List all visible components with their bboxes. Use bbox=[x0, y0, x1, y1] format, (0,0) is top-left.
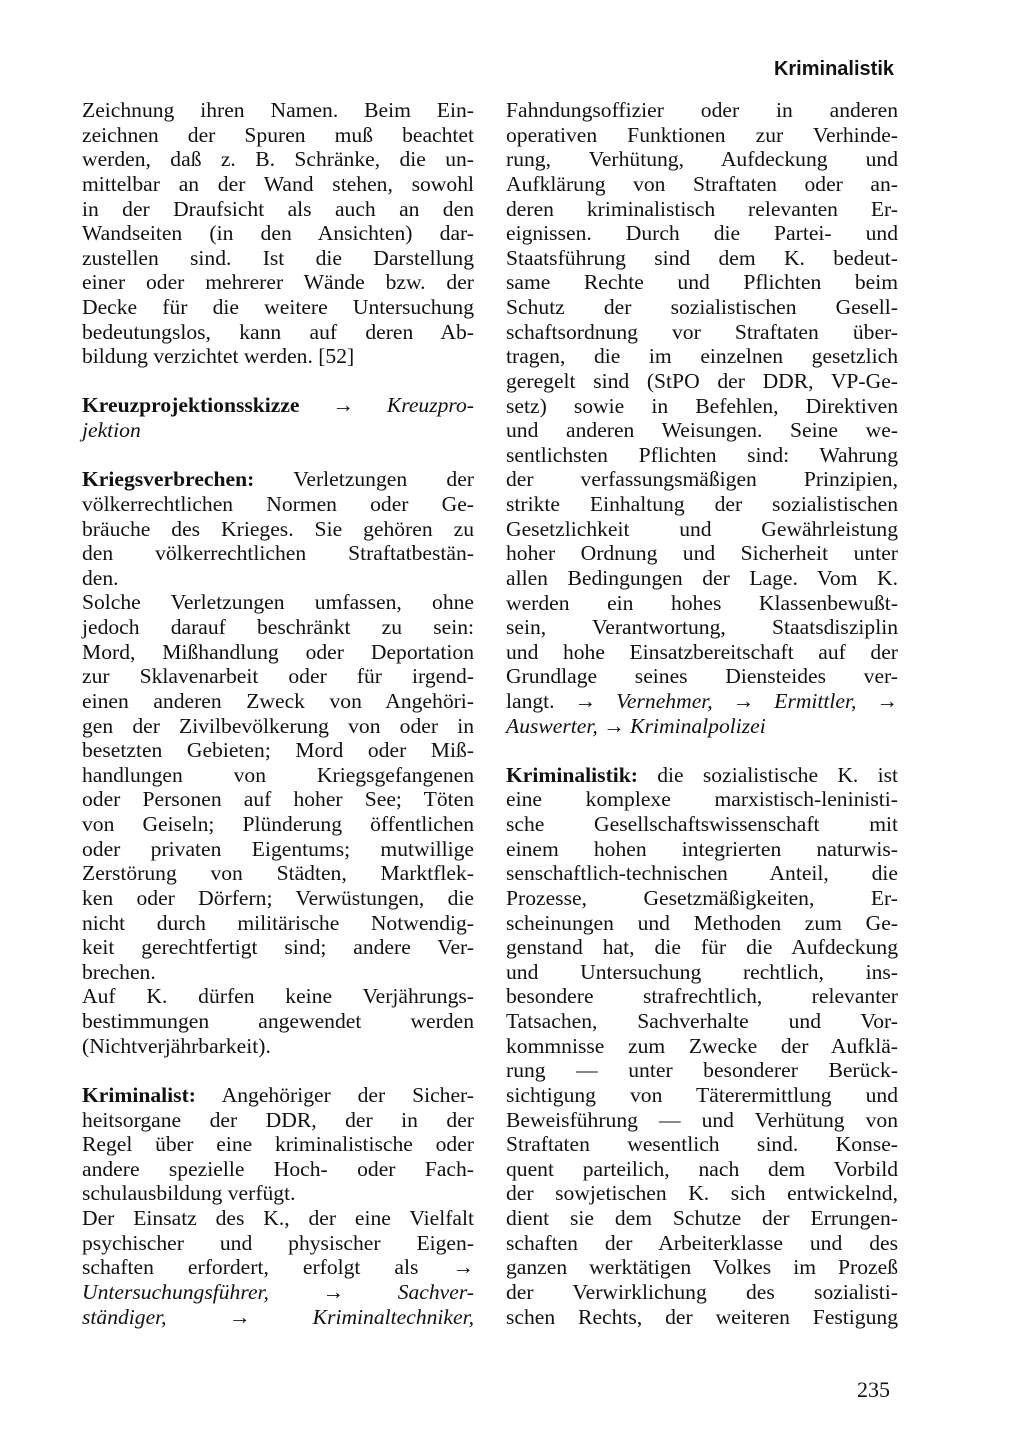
text-line: Wandseiten (in den Ansichten) dar- bbox=[82, 221, 474, 246]
entry-term: Kreuzprojektionsskizze bbox=[82, 393, 300, 418]
text-line: schulausbildung verfügt. bbox=[82, 1181, 296, 1206]
text-line: dient sie dem Schutze der Errungen- bbox=[506, 1206, 898, 1231]
cross-reference: Auswerter, → Kriminalpolizei bbox=[506, 713, 766, 738]
text-line: Fahndungsoffizier oder in anderen bbox=[506, 98, 898, 122]
text-line: besondere strafrechtlich, relevanter bbox=[506, 984, 898, 1009]
text-line: Grundlage seines Diensteides ver- bbox=[506, 664, 898, 689]
entry-continuation-intro bbox=[82, 98, 474, 369]
text-line: schaften erfordert, erfolgt als → bbox=[82, 1255, 474, 1280]
entry-text: langt. → bbox=[506, 689, 617, 713]
text-line: quent parteilich, nach dem Vorbild bbox=[506, 1156, 898, 1181]
text-line: setz) sowie in Befehlen, Direktiven bbox=[506, 393, 898, 418]
text-line: sein, Verantwortung, Staatsdisziplin bbox=[506, 615, 898, 640]
text-line: Auf K. dürfen keine Verjährungs- bbox=[82, 984, 474, 1009]
text-line: keit gerechtfertigt sind; andere Ver- bbox=[82, 935, 474, 960]
text-line: kommnisse zum Zwecke der Aufklä- bbox=[506, 1033, 898, 1058]
entry-text: Angehöriger der Sicher- bbox=[195, 1082, 474, 1107]
text-line: bedeutungslos, kann auf deren Ab- bbox=[82, 319, 474, 344]
text-line: gen der Zivilbevölkerung von oder in bbox=[82, 713, 474, 738]
text-line: bildung verzichtet werden. [52] bbox=[82, 344, 355, 369]
text-line: Regel über eine kriminalistische oder bbox=[82, 1132, 474, 1157]
text-line: Zeichnung ihren Namen. Beim Ein- bbox=[82, 98, 474, 122]
text-line: andere spezielle Hoch- oder Fach- bbox=[82, 1156, 474, 1181]
text-line: tragen, die im einzelnen gesetzlich bbox=[506, 344, 898, 369]
text-line: Prozesse, Gesetzmäßigkeiten, Er- bbox=[506, 885, 898, 910]
text-line: Mord, Mißhandlung oder Deportation bbox=[82, 639, 474, 664]
text-line: same Rechte und Pflichten beim bbox=[506, 270, 898, 295]
text-line: und anderen Weisungen. Seine we- bbox=[506, 418, 898, 443]
entry-kriegsverbrechen bbox=[82, 467, 474, 1058]
text-line: allen Bedingungen der Lage. Vom K. bbox=[506, 565, 898, 590]
entry-text: die sozialistische K. ist bbox=[637, 762, 898, 787]
text-line: eine komplexe marxistisch-leninisti- bbox=[506, 787, 898, 812]
text-line: Tatsachen, Sachverhalte und Vor- bbox=[506, 1009, 898, 1034]
text-line: operativen Funktionen zur Verhinde- bbox=[506, 122, 898, 147]
text-line: schaften der Arbeiterklasse und des bbox=[506, 1230, 898, 1255]
text-line: rung, Verhütung, Aufdeckung und bbox=[506, 147, 898, 172]
text-line: strikte Einhaltung der sozialistischen bbox=[506, 492, 898, 516]
cross-reference: Vernehmer, → Ermittler, → bbox=[616, 689, 899, 713]
text-line: (Nichtverjährbarkeit). bbox=[82, 1033, 271, 1058]
text-line: zur Sklavenarbeit oder für irgend- bbox=[82, 664, 474, 689]
text-line: psychischer und physischer Eigen- bbox=[82, 1230, 474, 1255]
text-line: oder privaten Eigentums; mutwillige bbox=[82, 836, 474, 861]
text-line: ken oder Dörfern; Verwüstungen, die bbox=[82, 885, 474, 910]
text-line: Staatsführung sind dem K. bedeut- bbox=[506, 245, 898, 270]
text-line: Beweisführung — und Verhütung von bbox=[506, 1107, 898, 1132]
text-line: sche Gesellschaftswissenschaft mit bbox=[506, 812, 898, 837]
text-line: werden, daß z. B. Schränke, die un- bbox=[82, 147, 474, 172]
text-line: deren kriminalistisch relevanten Er- bbox=[506, 196, 898, 221]
text-line: zeichnen der Spuren muß beachtet bbox=[82, 122, 474, 147]
text-line: den. bbox=[82, 565, 119, 590]
text-line: ganzen werktätigen Volkes im Prozeß bbox=[506, 1255, 898, 1280]
text-line: senschaftlich-technischen Anteil, die bbox=[506, 861, 898, 886]
text-line: jedoch darauf beschränkt zu sein: bbox=[82, 615, 474, 640]
text-line: scheinungen und Methoden zum Ge- bbox=[506, 910, 898, 935]
text-line: oder Personen auf hoher See; Töten bbox=[82, 787, 474, 812]
text-line: Schutz der sozialistischen Gesell- bbox=[506, 295, 898, 319]
text-line: Straftaten wesentlich sind. Konse- bbox=[506, 1132, 898, 1157]
entry-kriminalist bbox=[82, 1083, 474, 1329]
arrow-text: → bbox=[299, 393, 387, 418]
text-line: einem hohen integrierten naturwis- bbox=[506, 836, 898, 861]
text-line: völkerrechtlichen Normen oder Ge- bbox=[82, 491, 474, 516]
text-line: werden ein hohes Klassenbewußt- bbox=[506, 590, 898, 615]
text-line: sentlichsten Pflichten sind: Wahrung bbox=[506, 442, 898, 467]
text-line: heitsorgane der DDR, der in der bbox=[82, 1107, 474, 1132]
text-line: einer oder mehrerer Wände bzw. der bbox=[82, 270, 474, 295]
text-line: einen anderen Zweck von Angehöri- bbox=[82, 688, 474, 713]
right-column bbox=[506, 98, 898, 1329]
text-line: den völkerrechtlichen Straftatbestän- bbox=[82, 541, 474, 566]
text-line: und hohe Einsatzbereitschaft auf der bbox=[506, 639, 898, 664]
cross-reference: jektion bbox=[82, 418, 141, 443]
text-line: Der Einsatz des K., der eine Vielfalt bbox=[82, 1206, 474, 1231]
text-line: mittelbar an der Wand stehen, sowohl bbox=[82, 171, 474, 196]
text-line: schaftsordnung vor Straftaten über- bbox=[506, 319, 898, 344]
text-line: und Untersuchung rechtlich, ins- bbox=[506, 959, 898, 984]
entry-term: Kriminalistik: bbox=[506, 762, 638, 787]
entry-term: Kriminalist: bbox=[82, 1082, 196, 1107]
text-line: schen Rechts, der weiteren Festigung bbox=[506, 1304, 898, 1329]
text-line: der verfassungsmäßigen Prinzipien, bbox=[506, 467, 898, 492]
text-line: brechen. bbox=[82, 959, 156, 984]
text-line: zustellen sind. Ist die Darstellung bbox=[82, 245, 474, 270]
left-column bbox=[82, 98, 474, 1329]
text-line: handlungen von Kriegsgefangenen bbox=[82, 762, 474, 787]
text-line: bräuche des Krieges. Sie gehören zu bbox=[82, 516, 474, 541]
text-line: Zerstörung von Städten, Marktflek- bbox=[82, 861, 474, 886]
text-line: rung — unter besonderer Berück- bbox=[506, 1058, 898, 1083]
text-line: besetzten Gebieten; Mord oder Miß- bbox=[82, 738, 474, 763]
text-line: Decke für die weitere Untersuchung bbox=[82, 295, 474, 319]
text-line: geregelt sind (StPO der DDR, VP-Ge- bbox=[506, 368, 898, 393]
text-line: von Geiseln; Plünderung öffentlichen bbox=[82, 812, 474, 837]
text-line: eignissen. Durch die Partei- und bbox=[506, 221, 898, 246]
text-line: in der Draufsicht als auch an den bbox=[82, 196, 474, 221]
text-line: der sowjetischen K. sich entwickelnd, bbox=[506, 1181, 898, 1206]
text-line: Solche Verletzungen umfassen, ohne bbox=[82, 590, 474, 615]
entry-kreuzprojektionsskizze bbox=[82, 393, 474, 442]
cross-reference: Kreuzpro- bbox=[386, 393, 474, 418]
page-number: 235 bbox=[857, 1377, 890, 1402]
cross-reference: ständiger, → Kriminaltechniker, bbox=[82, 1304, 474, 1329]
entry-kriminalistik bbox=[506, 763, 898, 1329]
cross-reference: Untersuchungsführer, → Sachver- bbox=[82, 1279, 474, 1304]
text-line: der Verwirklichung des sozialisti- bbox=[506, 1279, 898, 1304]
entry-kriminalist-continued bbox=[506, 98, 898, 738]
entry-term: Kriegsverbrechen: bbox=[82, 467, 255, 492]
text-line: Gesetzlichkeit und Gewährleistung bbox=[506, 516, 898, 541]
running-head: Kriminalistik bbox=[773, 58, 894, 80]
text-line: sichtigung von Täterermittlung und bbox=[506, 1082, 898, 1107]
text-line: nicht durch militärische Notwendig- bbox=[82, 910, 474, 935]
text-line: Aufklärung von Straftaten oder an- bbox=[506, 171, 898, 196]
entry-text: Verletzungen der bbox=[254, 467, 474, 492]
text-line: bestimmungen angewendet werden bbox=[82, 1009, 474, 1034]
text-line: genstand hat, die für die Aufdeckung bbox=[506, 935, 898, 960]
text-line: hoher Ordnung und Sicherheit unter bbox=[506, 541, 898, 566]
